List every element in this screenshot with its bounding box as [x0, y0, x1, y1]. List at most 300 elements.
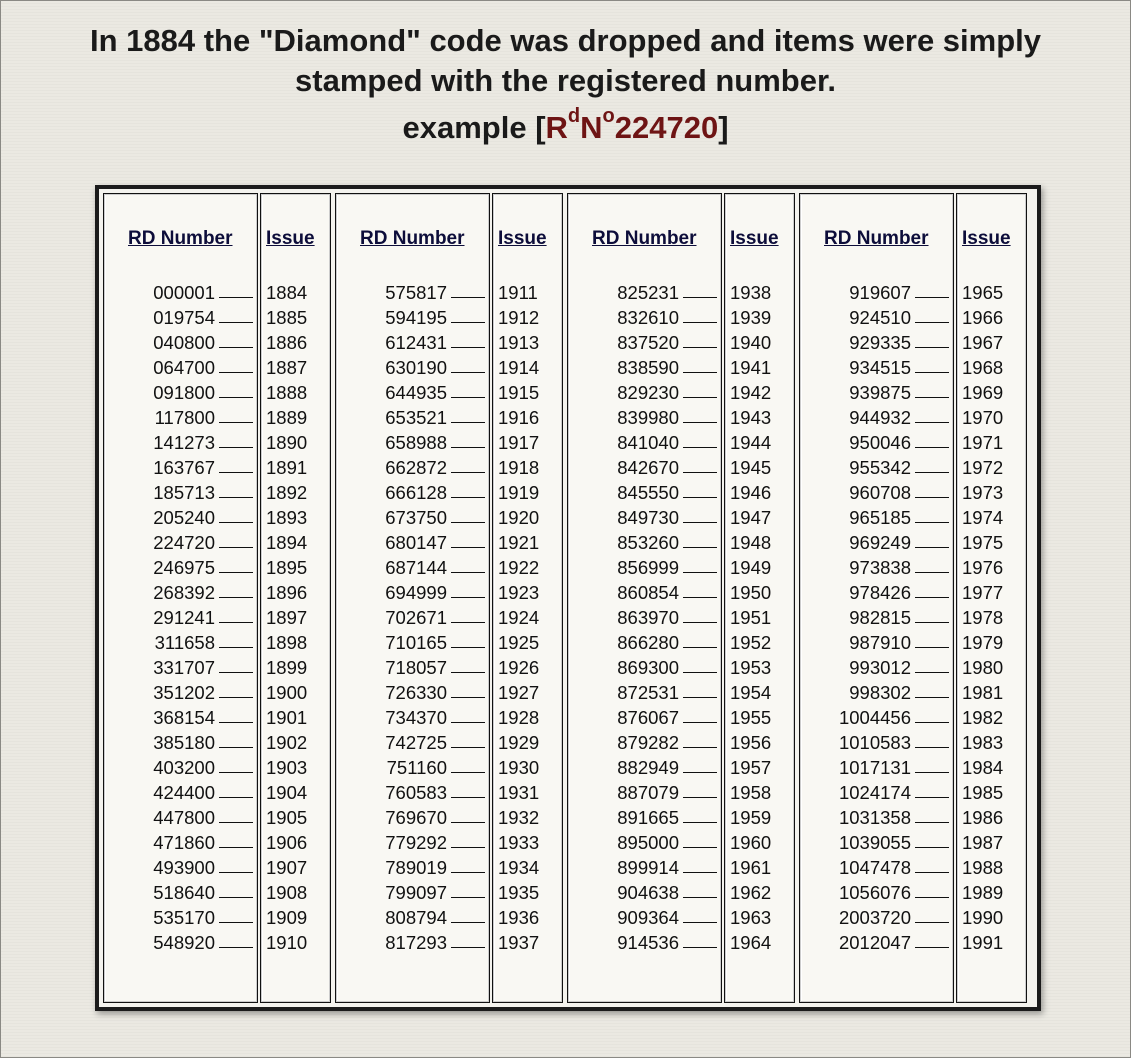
rd-number-row	[568, 930, 721, 955]
issue-year: 1943	[730, 407, 772, 428]
issue-year: 1978	[962, 607, 1004, 628]
issue-year: 1907	[266, 857, 308, 878]
rd-number-header: RD Number	[592, 228, 697, 249]
rd-number-value: 863970	[617, 607, 679, 628]
rd-number-row	[336, 830, 489, 855]
rd-number-row	[800, 555, 953, 580]
rd-number-value: 934515	[849, 357, 911, 378]
rd-number-row	[104, 880, 257, 905]
rd-number-row	[568, 530, 721, 555]
issue-year: 1887	[266, 357, 308, 378]
rd-number-value: 673750	[385, 507, 447, 528]
rd-number-value: 710165	[385, 632, 447, 653]
rd-number-value: 1004456	[838, 707, 911, 728]
rd-number-value: 268392	[153, 582, 215, 603]
rd-number-row	[800, 630, 953, 655]
leader-underline	[915, 905, 949, 923]
issue-year: 1896	[266, 582, 308, 603]
issue-year: 1970	[962, 407, 1004, 428]
leader-underline	[219, 730, 253, 748]
issue-year: 1940	[730, 332, 772, 353]
rd-number-value: 891665	[617, 807, 679, 828]
issue-year: 1905	[266, 807, 308, 828]
rd-number-row	[336, 630, 489, 655]
issue-year: 1920	[498, 507, 540, 528]
rd-number-row	[568, 505, 721, 530]
leader-underline	[683, 480, 717, 498]
leader-underline	[915, 655, 949, 673]
issue-year: 1930	[498, 757, 540, 778]
leader-underline	[451, 405, 485, 423]
rd-number-value: 808794	[385, 907, 447, 928]
rd-number-column	[103, 193, 258, 1003]
rd-number-value: 311658	[154, 632, 215, 653]
issue-year: 1913	[498, 332, 540, 353]
rd-number-row	[104, 605, 257, 630]
rd-number-value: 662872	[385, 457, 447, 478]
rd-number-value: 769670	[385, 807, 447, 828]
rd-number-row	[568, 905, 721, 930]
leader-underline	[451, 380, 485, 398]
leader-underline	[915, 455, 949, 473]
leader-underline	[915, 880, 949, 898]
rd-number-value: 612431	[385, 332, 447, 353]
issue-year: 1921	[498, 532, 540, 553]
rd-number-header: RD Number	[824, 228, 929, 249]
issue-year: 1950	[730, 582, 772, 603]
issue-year: 1983	[962, 732, 1004, 753]
rd-number-row	[336, 330, 489, 355]
issue-year: 1918	[498, 457, 540, 478]
rd-number-row	[568, 405, 721, 430]
registered-mark	[545, 105, 719, 145]
issue-year: 1954	[730, 682, 772, 703]
leader-underline	[683, 730, 717, 748]
rd-number-value: 471860	[153, 832, 215, 853]
issue-year: 1911	[498, 282, 538, 303]
rd-number-row	[800, 330, 953, 355]
issue-column	[956, 193, 1027, 1003]
rd-number-value: 829230	[617, 382, 679, 403]
rd-number-value: 960708	[849, 482, 911, 503]
rd-number-value: 385180	[153, 732, 215, 753]
rd-number-value: 630190	[385, 357, 447, 378]
rd-number-value: 742725	[385, 732, 447, 753]
rd-number-row	[336, 455, 489, 480]
leader-underline	[451, 355, 485, 373]
issue-year: 1976	[962, 557, 1004, 578]
rd-number-value: 680147	[385, 532, 447, 553]
rd-number-row	[568, 580, 721, 605]
rd-number-value: 950046	[849, 432, 911, 453]
rd-number-value: 839980	[617, 407, 679, 428]
rd-number-value: 653521	[385, 407, 447, 428]
leader-underline	[683, 780, 717, 798]
rd-number-value: 205240	[153, 507, 215, 528]
issue-year: 1974	[962, 507, 1004, 528]
issue-column	[492, 193, 563, 1003]
leader-underline	[219, 305, 253, 323]
rd-number-row	[800, 455, 953, 480]
rd-number-row	[104, 730, 257, 755]
leader-underline	[451, 680, 485, 698]
rd-number-row	[104, 480, 257, 505]
leader-underline	[219, 430, 253, 448]
rd-number-value: 403200	[153, 757, 215, 778]
rd-number-value: 869300	[617, 657, 679, 678]
issue-year: 1912	[498, 307, 540, 328]
rd-number-value: 876067	[617, 707, 679, 728]
rd-number-value: 687144	[385, 557, 447, 578]
leader-underline	[219, 755, 253, 773]
rd-number-value: 368154	[153, 707, 215, 728]
issue-year: 1935	[498, 882, 540, 903]
rd-number-row	[568, 330, 721, 355]
leader-underline	[683, 330, 717, 348]
issue-year: 1917	[498, 432, 540, 453]
leader-underline	[451, 905, 485, 923]
rd-number-column	[799, 193, 954, 1003]
issue-year: 1971	[962, 432, 1004, 453]
issue-year: 1922	[498, 557, 540, 578]
leader-underline	[915, 580, 949, 598]
rd-number-row	[800, 480, 953, 505]
rd-number-row	[336, 505, 489, 530]
issue-year: 1927	[498, 682, 540, 703]
leader-underline	[915, 330, 949, 348]
reg-o: o	[602, 105, 615, 127]
rd-number-row	[336, 905, 489, 930]
reg-r: R	[545, 110, 568, 145]
leader-underline	[683, 280, 717, 298]
leader-underline	[451, 430, 485, 448]
issue-year: 1947	[730, 507, 772, 528]
rd-number-value: 955342	[849, 457, 911, 478]
leader-underline	[915, 530, 949, 548]
rd-number-row	[104, 555, 257, 580]
leader-underline	[683, 655, 717, 673]
issue-year: 1932	[498, 807, 540, 828]
rd-number-value: 751160	[386, 757, 447, 778]
rd-number-row	[336, 655, 489, 680]
rd-number-row	[104, 705, 257, 730]
rd-number-list	[336, 280, 489, 955]
issue-year: 1980	[962, 657, 1004, 678]
leader-underline	[219, 905, 253, 923]
issue-header: Issue	[962, 228, 1011, 249]
column-group-3	[567, 193, 795, 1003]
rd-number-value: 887079	[617, 782, 679, 803]
rd-number-value: 853260	[617, 532, 679, 553]
issue-column	[724, 193, 795, 1003]
leader-underline	[683, 905, 717, 923]
leader-underline	[219, 330, 253, 348]
rd-number-row	[800, 755, 953, 780]
rd-number-value: 535170	[153, 907, 215, 928]
issue-year: 1910	[266, 932, 308, 953]
issue-year: 1951	[730, 607, 772, 628]
leader-underline	[451, 505, 485, 523]
bracket-close: ]	[718, 110, 729, 145]
rd-number-row	[800, 380, 953, 405]
rd-number-value: 832610	[617, 307, 679, 328]
rd-number-row	[800, 730, 953, 755]
rd-number-row	[568, 605, 721, 630]
issue-column	[260, 193, 331, 1003]
leader-underline	[451, 455, 485, 473]
rd-number-value: 924510	[849, 307, 911, 328]
rd-number-row	[336, 530, 489, 555]
issue-year: 1886	[266, 332, 308, 353]
rd-number-row	[800, 355, 953, 380]
rd-number-value: 939875	[849, 382, 911, 403]
issue-year: 1948	[730, 532, 772, 553]
rd-number-row	[336, 305, 489, 330]
issue-year: 1902	[266, 732, 308, 753]
leader-underline	[683, 355, 717, 373]
issue-year-list	[957, 280, 1026, 955]
leader-underline	[219, 655, 253, 673]
example-label: example	[402, 110, 536, 145]
leader-underline	[915, 855, 949, 873]
leader-underline	[915, 605, 949, 623]
issue-year: 1981	[962, 682, 1004, 703]
rd-number-row	[336, 480, 489, 505]
leader-underline	[683, 605, 717, 623]
rd-number-row	[568, 455, 721, 480]
leader-underline	[683, 580, 717, 598]
issue-year: 1904	[266, 782, 308, 803]
issue-year: 1944	[730, 432, 772, 453]
leader-underline	[683, 555, 717, 573]
rd-number-value: 973838	[849, 557, 911, 578]
bracket-open: [	[535, 110, 546, 145]
leader-underline	[915, 830, 949, 848]
leader-underline	[915, 805, 949, 823]
rd-number-value: 882949	[617, 757, 679, 778]
rd-number-value: 838590	[617, 357, 679, 378]
rd-number-row	[568, 680, 721, 705]
rd-number-row	[336, 730, 489, 755]
rd-number-value: 702671	[385, 607, 447, 628]
rd-number-row	[800, 780, 953, 805]
leader-underline	[219, 780, 253, 798]
rd-number-value: 1047478	[838, 857, 911, 878]
rd-number-row	[800, 605, 953, 630]
leader-underline	[915, 505, 949, 523]
rd-number-row	[568, 805, 721, 830]
rd-number-row	[568, 730, 721, 755]
leader-underline	[451, 530, 485, 548]
rd-number-value: 1024174	[838, 782, 911, 803]
leader-underline	[683, 830, 717, 848]
leader-underline	[915, 280, 949, 298]
column-group-1	[103, 193, 331, 1003]
leader-underline	[683, 505, 717, 523]
issue-year: 1929	[498, 732, 540, 753]
leader-underline	[683, 755, 717, 773]
rd-number-row	[800, 680, 953, 705]
leader-underline	[451, 330, 485, 348]
issue-year: 1991	[962, 932, 1004, 953]
leader-underline	[451, 855, 485, 873]
issue-year: 1893	[266, 507, 308, 528]
issue-year: 1937	[498, 932, 540, 953]
rd-number-value: 856999	[617, 557, 679, 578]
rd-number-value: 666128	[385, 482, 447, 503]
rd-number-value: 799097	[385, 882, 447, 903]
issue-year: 1901	[266, 707, 308, 728]
rd-number-value: 919607	[849, 282, 911, 303]
leader-underline	[451, 830, 485, 848]
issue-year: 1972	[962, 457, 1004, 478]
leader-underline	[915, 305, 949, 323]
heading-line-1: In 1884 the "Diamond" code was dropped and items were simply	[89, 23, 1042, 58]
leader-underline	[219, 930, 253, 948]
rd-number-row	[336, 805, 489, 830]
issue-year: 1900	[266, 682, 308, 703]
issue-year: 1956	[730, 732, 772, 753]
rd-number-row	[568, 480, 721, 505]
rd-number-row	[800, 505, 953, 530]
leader-underline	[915, 755, 949, 773]
rd-number-row	[104, 780, 257, 805]
issue-year: 1888	[266, 382, 308, 403]
issue-year: 1964	[730, 932, 772, 953]
rd-number-row	[568, 655, 721, 680]
leader-underline	[219, 580, 253, 598]
rd-number-row	[800, 405, 953, 430]
leader-underline	[915, 480, 949, 498]
rd-number-value: 117800	[154, 407, 215, 428]
leader-underline	[683, 430, 717, 448]
rd-number-row	[336, 780, 489, 805]
leader-underline	[219, 480, 253, 498]
leader-underline	[219, 455, 253, 473]
issue-header: Issue	[266, 228, 315, 249]
page-heading	[1, 21, 1130, 148]
issue-year: 1990	[962, 907, 1004, 928]
leader-underline	[683, 380, 717, 398]
issue-year: 1942	[730, 382, 772, 403]
issue-year: 1903	[266, 757, 308, 778]
leader-underline	[451, 780, 485, 798]
leader-underline	[683, 455, 717, 473]
rd-number-list	[800, 280, 953, 955]
rd-number-row	[104, 805, 257, 830]
rd-number-value: 760583	[385, 782, 447, 803]
issue-header: Issue	[498, 228, 547, 249]
issue-year: 1885	[266, 307, 308, 328]
rd-number-row	[336, 680, 489, 705]
leader-underline	[451, 730, 485, 748]
issue-header: Issue	[730, 228, 779, 249]
rd-number-value: 845550	[617, 482, 679, 503]
leader-underline	[219, 405, 253, 423]
rd-number-row	[800, 430, 953, 455]
issue-year: 1985	[962, 782, 1004, 803]
example-line	[1, 105, 1130, 148]
rd-number-row	[104, 655, 257, 680]
rd-number-row	[336, 405, 489, 430]
rd-number-value: 291241	[153, 607, 215, 628]
issue-year: 1897	[266, 607, 308, 628]
leader-underline	[219, 855, 253, 873]
rd-number-value: 424400	[153, 782, 215, 803]
issue-year: 1969	[962, 382, 1004, 403]
rd-number-row	[800, 530, 953, 555]
issue-year: 1960	[730, 832, 772, 853]
leader-underline	[219, 880, 253, 898]
rd-number-row	[336, 380, 489, 405]
rd-number-value: 163767	[153, 457, 215, 478]
leader-underline	[219, 380, 253, 398]
issue-year: 1939	[730, 307, 772, 328]
issue-year: 1934	[498, 857, 540, 878]
rd-number-row	[104, 355, 257, 380]
rd-number-value: 909364	[617, 907, 679, 928]
leader-underline	[451, 305, 485, 323]
rd-number-value: 1010583	[838, 732, 911, 753]
issue-year: 1984	[962, 757, 1004, 778]
leader-underline	[451, 755, 485, 773]
rd-number-value: 246975	[153, 557, 215, 578]
issue-year: 1958	[730, 782, 772, 803]
rd-number-value: 734370	[385, 707, 447, 728]
rd-number-value: 789019	[385, 857, 447, 878]
rd-number-value: 987910	[849, 632, 911, 653]
issue-year: 1892	[266, 482, 308, 503]
heading-line-2: stamped with the registered number.	[295, 63, 836, 98]
rd-number-value: 091800	[153, 382, 215, 403]
rd-number-row	[568, 830, 721, 855]
issue-year: 1891	[266, 457, 308, 478]
rd-number-value: 185713	[153, 482, 215, 503]
leader-underline	[915, 405, 949, 423]
rd-number-value: 895000	[617, 832, 679, 853]
rd-number-value: 694999	[385, 582, 447, 603]
rd-number-row	[800, 280, 953, 305]
rd-number-row	[104, 905, 257, 930]
rd-number-list	[104, 280, 257, 955]
rd-number-value: 575817	[385, 282, 447, 303]
reg-number: 224720	[614, 110, 719, 145]
rd-number-row	[336, 930, 489, 955]
leader-underline	[683, 805, 717, 823]
issue-year: 1968	[962, 357, 1004, 378]
leader-underline	[683, 630, 717, 648]
leader-underline	[915, 555, 949, 573]
issue-year-list	[493, 280, 562, 955]
rd-number-row	[800, 830, 953, 855]
rd-number-row	[568, 855, 721, 880]
issue-year: 1889	[266, 407, 308, 428]
rd-number-value: 842670	[617, 457, 679, 478]
rd-number-value: 872531	[617, 682, 679, 703]
rd-number-row	[800, 855, 953, 880]
rd-number-value: 879282	[617, 732, 679, 753]
issue-year: 1924	[498, 607, 540, 628]
issue-year: 1923	[498, 582, 540, 603]
issue-year: 1963	[730, 907, 772, 928]
rd-number-row	[568, 705, 721, 730]
issue-year-list	[725, 280, 794, 955]
leader-underline	[451, 280, 485, 298]
rd-number-value: 825231	[617, 282, 679, 303]
rd-number-row	[336, 555, 489, 580]
issue-year: 1967	[962, 332, 1004, 353]
leader-underline	[451, 630, 485, 648]
